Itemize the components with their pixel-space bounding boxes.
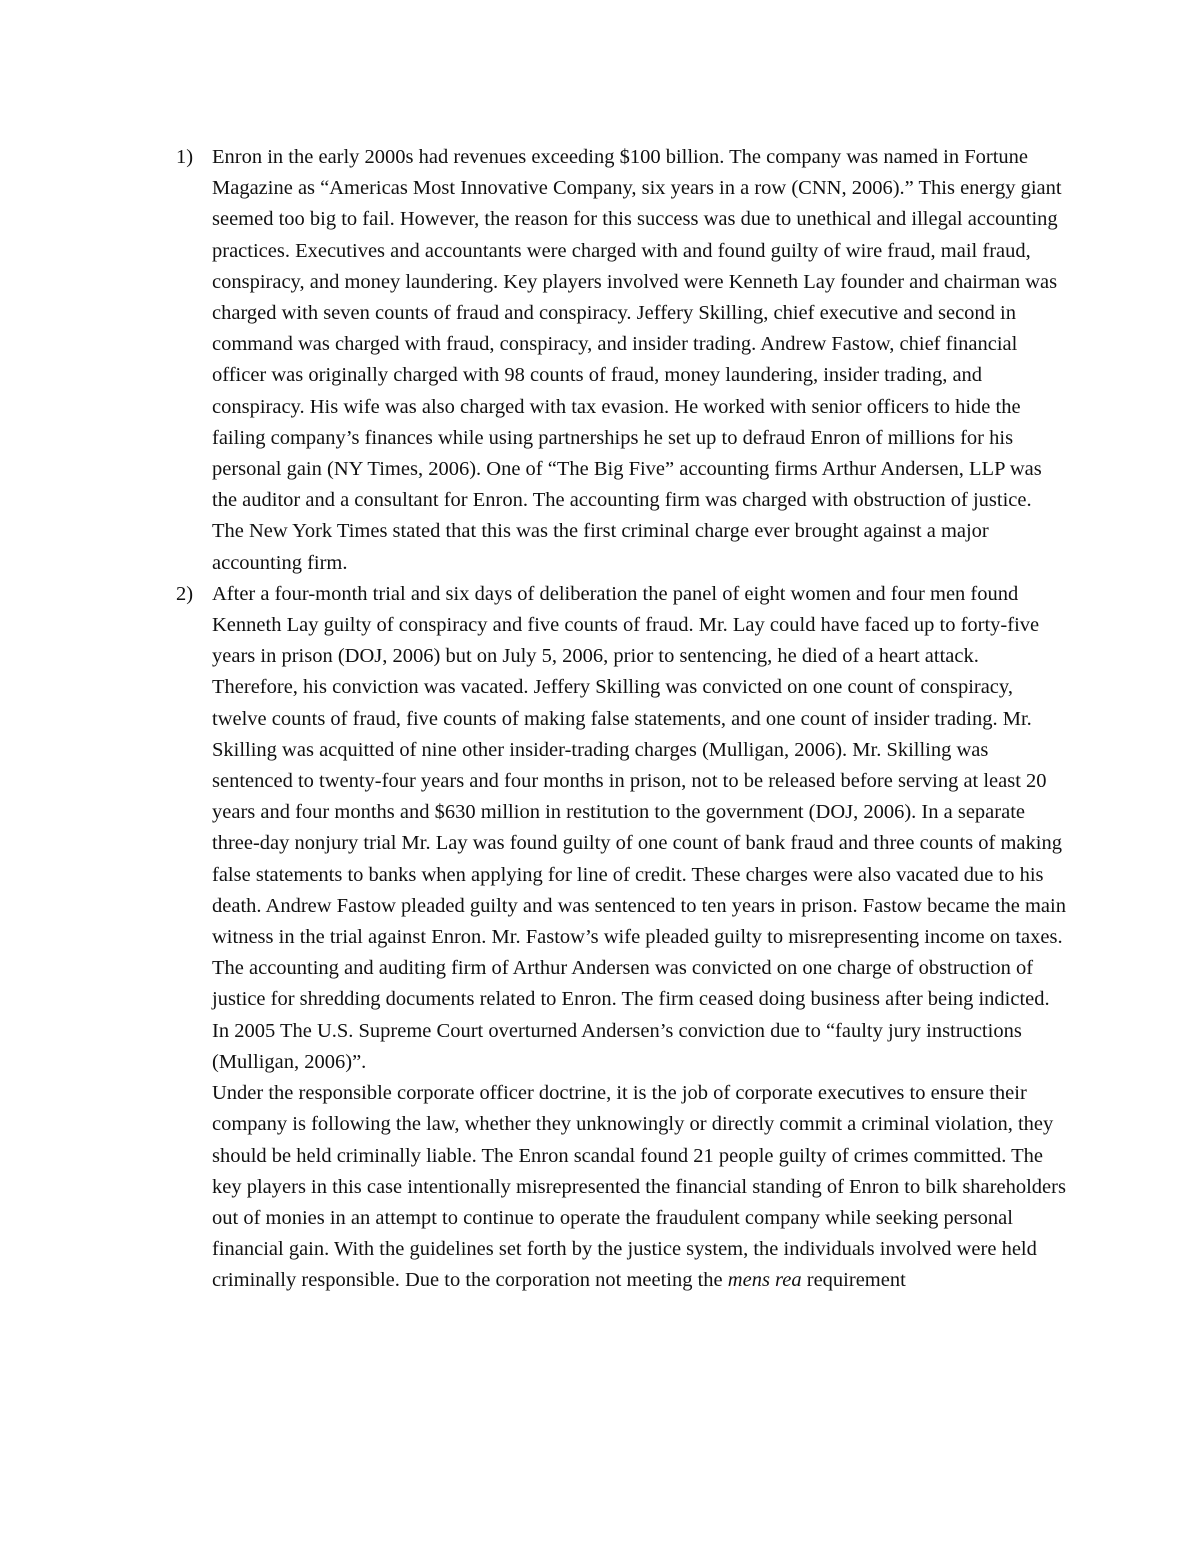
list-item-text: After a four-month trial and six days of deliberation the panel of eight women and four men found Kenneth Lay guilty of conspiracy and five counts of fraud. Mr. Lay could have faced up to forty-five years in prison (DOJ, 2006) but on July 5, 2006, prior to sentencing, he died of a heart attack. Therefore, his conviction was vacated. Jeffery Skilling was convicted on one count of conspiracy, twelve counts of fraud, five counts of making false statements, and one count of insider trading. Mr. Skilling was acquitted of nine other insider-trading charges (Mulligan, 2006). Mr. Skilling was sentenced to twenty-four years and four months in prison, not to be released before serving at least 20 years and four months and $630 million in restitution to the government (DOJ, 2006). In a separate three-day nonjury trial Mr. Lay was found guilty of one count of bank fraud and three counts of making false statements to banks when applying for line of credit. These charges were also vacated due to his death. Andrew Fastow pleaded guilty and was sentenced to ten years in prison. Fastow became the main witness in the trial against Enron. Mr. Fastow’s wife pleaded guilty to misrepresenting income on taxes. The accounting and auditing firm of Arthur Andersen was convicted on one charge of obstruction of justice for shredding documents related to Enron. The firm ceased doing business after being indicted. In 2005 The U.S. Supreme Court overturned Andersen’s conviction due to “faulty jury instructions (Mulligan, 2006)”. — [212, 582, 1066, 1073]
list-item-number: 2) — [176, 582, 194, 605]
continuation-text-end: requirement — [801, 1269, 906, 1292]
list-item — [176, 142, 1066, 579]
document-body — [176, 142, 1066, 1297]
continuation-paragraph — [176, 1078, 1066, 1296]
list-item-text: Enron in the early 2000s had revenues exceeding $100 billion. The company was named in Fortune Magazine as “Americas Most Innovative Company, six years in a row (CNN, 2006).” This energy giant seemed too big to fail. However, the reason for this success was due to unethical and illegal accounting practices. Executives and accountants were charged with and found guilty of wire fraud, mail fraud, conspiracy, and money laundering. Key players involved were Kenneth Lay founder and chairman was charged with seven counts of fraud and conspiracy. Jeffery Skilling, chief executive and second in command was charged with fraud, conspiracy, and insider trading. Andrew Fastow, chief financial officer was originally charged with 98 counts of fraud, money laundering, insider trading, and conspiracy. His wife was also charged with tax evasion. He worked with senior officers to hide the failing company’s finances while using partnerships he set up to defraud Enron of millions for his personal gain (NY Times, 2006). One of “The Big Five” accounting firms Arthur Andersen, LLP was the auditor and a consultant for Enron. The accounting firm was charged with obstruction of justice. The New York Times stated that this was the first criminal charge ever brought against a major accounting firm. — [212, 146, 1062, 574]
numbered-list — [176, 142, 1066, 1078]
italic-term: mens rea — [727, 1269, 802, 1292]
continuation-text: Under the responsible corporate officer doctrine, it is the job of corporate executives to ensure their company is following the law, whether they unknowingly or directly commit a criminal violation, they should be held criminally liable. The Enron scandal found 21 people guilty of crimes committed. The key players in this case intentionally misrepresented the financial standing of Enron to bilk shareholders out of monies in an attempt to continue to operate the fraudulent company while seeking personal financial gain. With the guidelines set forth by the justice system, the individuals involved were held criminally responsible. Due to the corporation not meeting the — [212, 1082, 1066, 1292]
list-item-number: 1) — [176, 146, 194, 168]
list-item — [176, 579, 1066, 1078]
